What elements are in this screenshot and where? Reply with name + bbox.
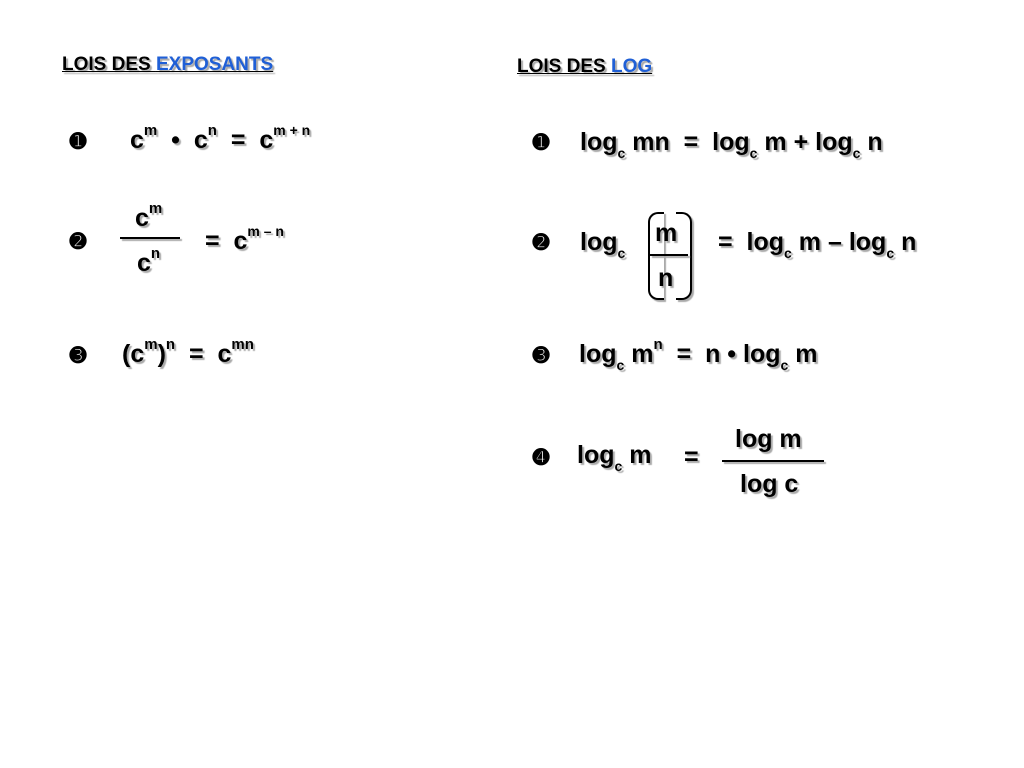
- log-rule-4-lhs: $\log_c m$: [577, 441, 652, 474]
- log-rule-4-denominator: log c: [740, 470, 799, 498]
- exponent-rule-2-denominator: $c^n$: [137, 245, 161, 277]
- log-rule-2-lhs: $\log_c$: [580, 228, 626, 261]
- log-fraction-bar: [650, 254, 688, 256]
- log-rule-2-numerator: m: [655, 219, 678, 247]
- exponent-rule-2-rhs: = $c^{m - n}$: [205, 223, 284, 255]
- exponents-title: LOIS DES EXPOSANTS: [62, 54, 274, 75]
- bullet-1-icon: ➊: [69, 131, 87, 153]
- log-bullet-1-icon: ➊: [532, 132, 550, 154]
- logs-title-highlight: LOG: [610, 56, 653, 77]
- log-rule-2-rhs: = $\log_c m - \log_c n$: [718, 228, 917, 261]
- exponent-rule-2-numerator: $c^m$: [135, 200, 163, 232]
- log-bullet-4-icon: ➍: [532, 447, 550, 469]
- log-rule-3: $\log_c m^n = n$ • $\log_c m$: [579, 336, 818, 373]
- exponent-rule-3: $(c^m)^n = c^{mn}$: [122, 336, 254, 368]
- exponent-rule-1: $c^m$ • $c^n = c^{m + n}$: [130, 122, 311, 154]
- bullet-3-icon: ➌: [69, 345, 87, 367]
- fraction-bar: [120, 237, 180, 239]
- logs-title: LOIS DES LOG: [517, 56, 653, 77]
- log-rule-1: $\log_c$ mn = $\log_c m + \log_c n$: [580, 128, 883, 161]
- log-rule-4-eq: =: [684, 443, 699, 471]
- log-rule-2-denominator: n: [658, 264, 674, 292]
- exponents-title-highlight: EXPOSANTS: [155, 54, 274, 75]
- log-rule-4-numerator: log m: [735, 425, 802, 453]
- log-4-fraction-bar: [722, 460, 824, 462]
- right-paren: [676, 212, 692, 300]
- bullet-2-icon: ➋: [69, 231, 87, 253]
- log-bullet-3-icon: ➌: [532, 345, 550, 367]
- log-bullet-2-icon: ➋: [532, 232, 550, 254]
